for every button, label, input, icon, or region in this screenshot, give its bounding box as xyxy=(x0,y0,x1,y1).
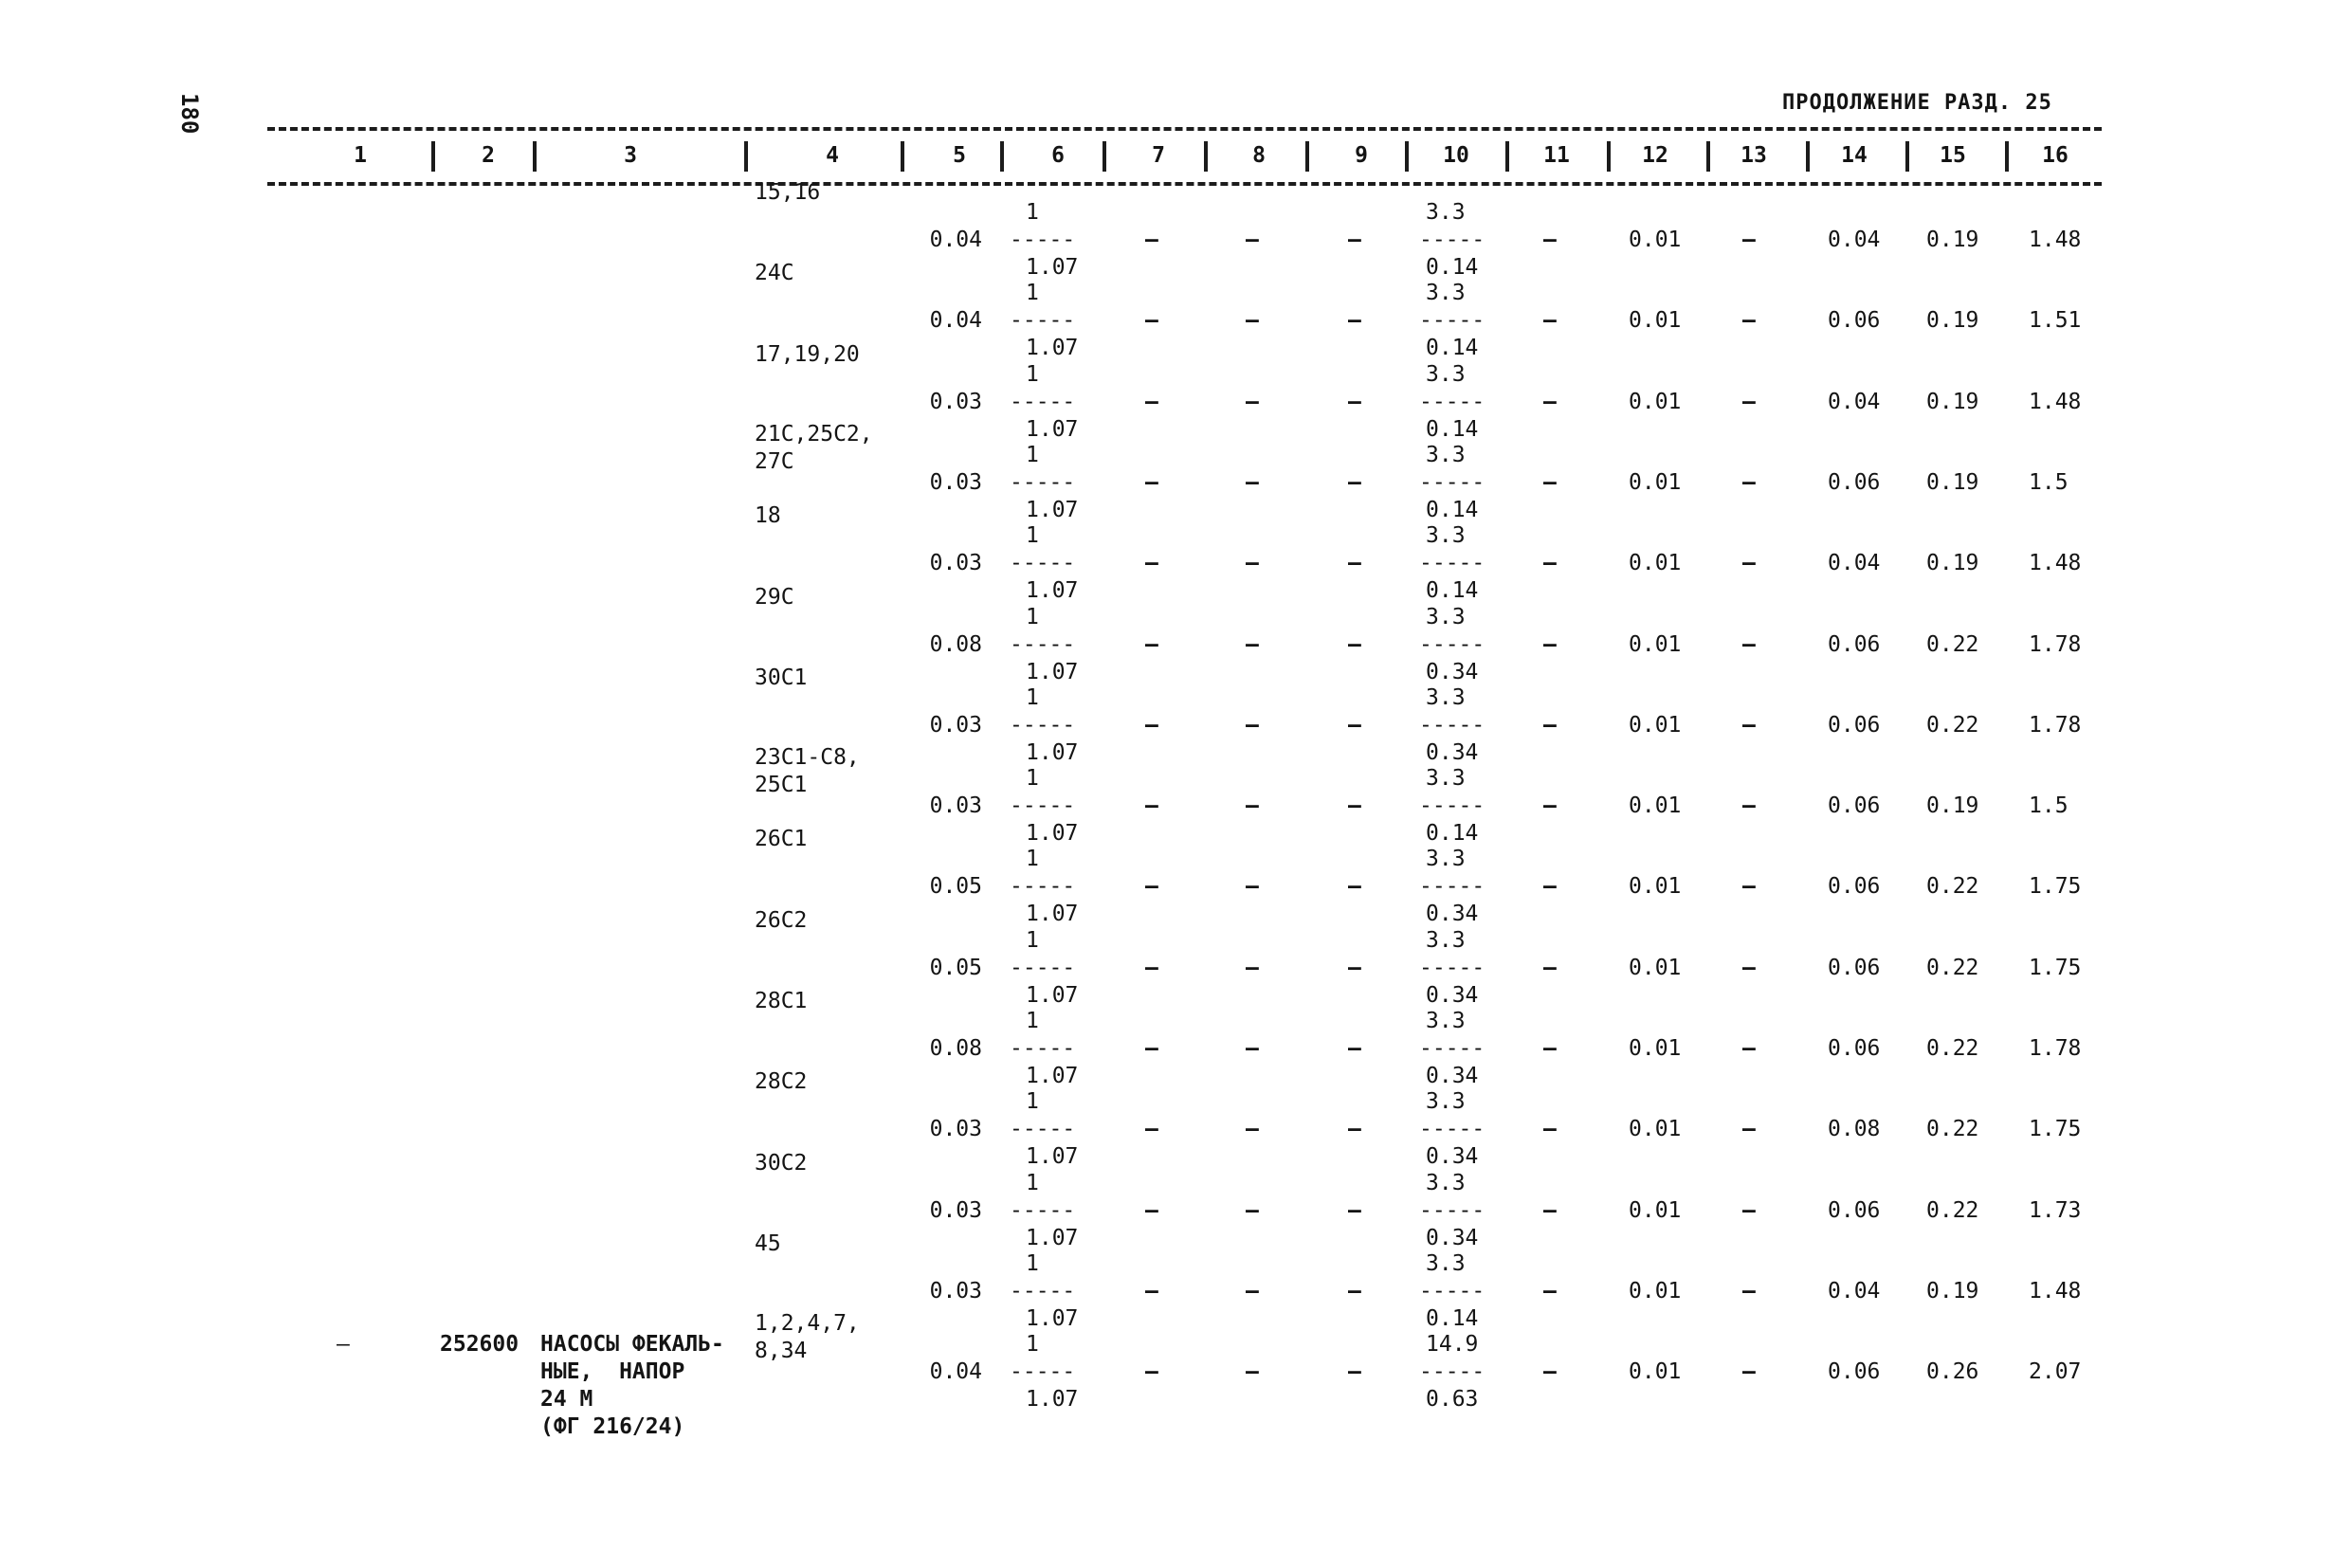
cell-col15: 0.22 xyxy=(1926,712,1979,738)
col6-numerator: 1 xyxy=(1026,1009,1039,1033)
col10-denominator: 0.14 xyxy=(1426,255,1479,280)
col10-numerator: 3.3 xyxy=(1426,523,1466,549)
col10-fraction-bar: ----- xyxy=(1419,551,1485,576)
column-header-8: 8 xyxy=(1252,143,1266,168)
col10-denominator: 0.14 xyxy=(1426,497,1479,522)
empty-cell-dash: – xyxy=(1246,1278,1259,1304)
cell-col15: 0.22 xyxy=(1926,1117,1979,1142)
cell-col12: 0.01 xyxy=(1629,389,1682,414)
cell-col15: 0.19 xyxy=(1926,228,1979,252)
cell-col5: 0.03 xyxy=(929,793,982,819)
cell-col12: 0.01 xyxy=(1629,631,1682,657)
col10-numerator: 3.3 xyxy=(1426,927,1466,953)
empty-cell-dash: – xyxy=(1543,1278,1557,1304)
col6-numerator: 1 xyxy=(1026,1332,1039,1358)
model-list-line: 26С2 xyxy=(755,907,808,933)
column-header-7: 7 xyxy=(1152,143,1165,168)
model-list-line: 8,34 xyxy=(755,1339,808,1364)
empty-cell-dash: – xyxy=(1348,712,1361,738)
cell-col14: 0.06 xyxy=(1828,1036,1881,1061)
col10-fraction-bar: ----- xyxy=(1419,228,1485,252)
empty-cell-dash: – xyxy=(1742,1278,1756,1304)
cell-col5: 0.03 xyxy=(929,551,982,576)
col6-fraction-bar: ----- xyxy=(1010,1197,1076,1223)
empty-cell-dash: – xyxy=(1348,469,1361,495)
column-header-16: 16 xyxy=(2042,143,2069,168)
col10-numerator: 3.3 xyxy=(1426,200,1466,225)
cell-col16: 1.48 xyxy=(2029,389,2082,414)
col6-fraction-bar: ----- xyxy=(1010,874,1076,900)
empty-cell-dash: – xyxy=(1246,631,1259,657)
empty-cell-dash: – xyxy=(1742,793,1756,819)
model-list-line: 1,2,4,7, xyxy=(755,1311,860,1337)
col6-denominator: 1.07 xyxy=(1026,902,1079,927)
column-header-12: 12 xyxy=(1642,143,1668,168)
empty-cell-dash: – xyxy=(1742,874,1756,900)
column-divider xyxy=(744,141,748,172)
col10-fraction-bar: ----- xyxy=(1419,1036,1485,1061)
empty-cell-dash: – xyxy=(1246,1117,1259,1142)
col6-fraction-bar: ----- xyxy=(1010,308,1076,334)
cell-col14: 0.06 xyxy=(1828,955,1881,980)
empty-cell-dash: – xyxy=(1246,469,1259,495)
cell-col14: 0.04 xyxy=(1828,1278,1881,1304)
col6-fraction-bar: ----- xyxy=(1010,712,1076,738)
col10-denominator: 0.34 xyxy=(1426,1064,1479,1088)
cell-col15: 0.22 xyxy=(1926,1036,1979,1061)
model-list-line: 25С1 xyxy=(755,773,808,798)
cell-col14: 0.06 xyxy=(1828,631,1881,657)
column-header-3: 3 xyxy=(624,143,637,168)
cell-col16: 1.75 xyxy=(2029,874,2082,900)
col10-fraction-bar: ----- xyxy=(1419,1117,1485,1142)
cell-col5: 0.03 xyxy=(929,389,982,414)
empty-cell-dash: – xyxy=(1742,631,1756,657)
empty-cell-dash: – xyxy=(1742,389,1756,414)
column-divider xyxy=(533,141,537,172)
empty-cell-dash: – xyxy=(1742,551,1756,576)
col6-fraction-bar: ----- xyxy=(1010,631,1076,657)
product-name-line: НАСОСЫ ФЕКАЛЬ- xyxy=(540,1332,724,1358)
empty-cell-dash: – xyxy=(1145,308,1158,334)
cell-col12: 0.01 xyxy=(1629,469,1682,495)
cell-col1: – xyxy=(337,1332,350,1358)
cell-col14: 0.08 xyxy=(1828,1117,1881,1142)
model-list-line: 28С2 xyxy=(755,1069,808,1095)
col10-denominator: 0.14 xyxy=(1426,1305,1479,1331)
column-divider xyxy=(431,141,435,172)
col6-fraction-bar: ----- xyxy=(1010,1117,1076,1142)
empty-cell-dash: – xyxy=(1543,1197,1557,1223)
col6-numerator: 1 xyxy=(1026,927,1039,953)
col10-denominator: 0.34 xyxy=(1426,659,1479,684)
empty-cell-dash: – xyxy=(1348,228,1361,252)
col10-fraction-bar: ----- xyxy=(1419,631,1485,657)
empty-cell-dash: – xyxy=(1543,1036,1557,1061)
empty-cell-dash: – xyxy=(1246,1359,1259,1385)
cell-col16: 1.48 xyxy=(2029,228,2082,252)
cell-col12: 0.01 xyxy=(1629,1359,1682,1385)
column-divider xyxy=(1706,141,1710,172)
cell-col15: 0.19 xyxy=(1926,551,1979,576)
page-number: 180 xyxy=(176,93,203,135)
col6-numerator: 1 xyxy=(1026,1089,1039,1115)
col10-numerator: 3.3 xyxy=(1426,847,1466,872)
header-bottom-rule xyxy=(267,182,2102,186)
empty-cell-dash: – xyxy=(1742,712,1756,738)
model-list-line: 28С1 xyxy=(755,989,808,1013)
empty-cell-dash: – xyxy=(1145,228,1158,252)
empty-cell-dash: – xyxy=(1246,712,1259,738)
col10-numerator: 3.3 xyxy=(1426,1250,1466,1276)
col6-denominator: 1.07 xyxy=(1026,497,1079,522)
empty-cell-dash: – xyxy=(1543,1359,1557,1385)
col6-denominator: 1.07 xyxy=(1026,578,1079,604)
product-name-line: (ФГ 216/24) xyxy=(540,1414,685,1440)
empty-cell-dash: – xyxy=(1145,469,1158,495)
col6-fraction-bar: ----- xyxy=(1010,1359,1076,1385)
empty-cell-dash: – xyxy=(1348,631,1361,657)
cell-col15: 0.22 xyxy=(1926,1197,1979,1223)
column-header-4: 4 xyxy=(826,143,839,168)
empty-cell-dash: – xyxy=(1145,551,1158,576)
column-header-5: 5 xyxy=(953,143,966,168)
cell-col16: 1.48 xyxy=(2029,551,2082,576)
col6-fraction-bar: ----- xyxy=(1010,793,1076,819)
col6-denominator: 1.07 xyxy=(1026,1144,1079,1170)
model-list-line: 24С xyxy=(755,261,794,286)
product-code: 252600 xyxy=(440,1332,519,1358)
empty-cell-dash: – xyxy=(1543,874,1557,900)
col10-numerator: 3.3 xyxy=(1426,604,1466,629)
model-list-line: 30С1 xyxy=(755,665,808,690)
col10-fraction-bar: ----- xyxy=(1419,469,1485,495)
section-title: ПРОДОЛЖЕНИЕ РАЗД. 25 xyxy=(1782,91,2052,115)
empty-cell-dash: – xyxy=(1543,389,1557,414)
col10-denominator: 0.14 xyxy=(1426,821,1479,847)
cell-col15: 0.22 xyxy=(1926,874,1979,900)
col10-numerator: 3.3 xyxy=(1426,361,1466,387)
empty-cell-dash: – xyxy=(1145,874,1158,900)
cell-col14: 0.06 xyxy=(1828,793,1881,819)
cell-col5: 0.03 xyxy=(929,1117,982,1142)
empty-cell-dash: – xyxy=(1742,1359,1756,1385)
empty-cell-dash: – xyxy=(1145,955,1158,980)
empty-cell-dash: – xyxy=(1145,712,1158,738)
cell-col16: 1.78 xyxy=(2029,631,2082,657)
empty-cell-dash: – xyxy=(1543,228,1557,252)
col10-fraction-bar: ----- xyxy=(1419,712,1485,738)
column-divider xyxy=(1505,141,1509,172)
column-divider xyxy=(1103,141,1106,172)
column-header-9: 9 xyxy=(1355,143,1368,168)
column-divider xyxy=(2005,141,2009,172)
empty-cell-dash: – xyxy=(1742,1117,1756,1142)
empty-cell-dash: – xyxy=(1348,1278,1361,1304)
cell-col15: 0.19 xyxy=(1926,793,1979,819)
col10-fraction-bar: ----- xyxy=(1419,389,1485,414)
column-divider xyxy=(1607,141,1611,172)
empty-cell-dash: – xyxy=(1145,631,1158,657)
column-divider xyxy=(1405,141,1409,172)
col6-numerator: 1 xyxy=(1026,361,1039,387)
cell-col12: 0.01 xyxy=(1629,1197,1682,1223)
col10-denominator: 0.34 xyxy=(1426,1225,1479,1250)
cell-col16: 1.5 xyxy=(2029,793,2069,819)
cell-col12: 0.01 xyxy=(1629,1117,1682,1142)
cell-col5: 0.04 xyxy=(929,1359,982,1385)
empty-cell-dash: – xyxy=(1348,793,1361,819)
col6-fraction-bar: ----- xyxy=(1010,1036,1076,1061)
col6-numerator: 1 xyxy=(1026,847,1039,872)
empty-cell-dash: – xyxy=(1348,389,1361,414)
model-list-line: 29С xyxy=(755,584,794,610)
col6-numerator: 1 xyxy=(1026,442,1039,467)
cell-col12: 0.01 xyxy=(1629,955,1682,980)
empty-cell-dash: – xyxy=(1543,712,1557,738)
cell-col16: 1.78 xyxy=(2029,1036,2082,1061)
cell-col12: 0.01 xyxy=(1629,308,1682,334)
cell-col16: 1.75 xyxy=(2029,1117,2082,1142)
column-divider xyxy=(1204,141,1208,172)
cell-col15: 0.22 xyxy=(1926,955,1979,980)
model-list-line: 21С,25С2, xyxy=(755,421,873,447)
cell-col5: 0.03 xyxy=(929,712,982,738)
empty-cell-dash: – xyxy=(1543,1117,1557,1142)
cell-col5: 0.04 xyxy=(929,228,982,252)
empty-cell-dash: – xyxy=(1145,389,1158,414)
cell-col5: 0.03 xyxy=(929,1278,982,1304)
column-header-11: 11 xyxy=(1543,143,1570,168)
empty-cell-dash: – xyxy=(1348,874,1361,900)
col6-numerator: 1 xyxy=(1026,604,1039,629)
cell-col12: 0.01 xyxy=(1629,228,1682,252)
col6-fraction-bar: ----- xyxy=(1010,389,1076,414)
empty-cell-dash: – xyxy=(1543,469,1557,495)
col10-numerator: 3.3 xyxy=(1426,766,1466,792)
cell-col15: 0.26 xyxy=(1926,1359,1979,1385)
empty-cell-dash: – xyxy=(1246,1197,1259,1223)
empty-cell-dash: – xyxy=(1742,1197,1756,1223)
empty-cell-dash: – xyxy=(1246,793,1259,819)
empty-cell-dash: – xyxy=(1246,551,1259,576)
col6-denominator: 1.07 xyxy=(1026,659,1079,684)
col6-denominator: 1.07 xyxy=(1026,1225,1079,1250)
col10-fraction-bar: ----- xyxy=(1419,955,1485,980)
col10-denominator: 0.14 xyxy=(1426,416,1479,442)
empty-cell-dash: – xyxy=(1348,955,1361,980)
cell-col16: 1.48 xyxy=(2029,1278,2082,1304)
column-divider xyxy=(1806,141,1810,172)
col10-numerator: 3.3 xyxy=(1426,442,1466,467)
product-name-line: 24 М xyxy=(540,1387,593,1413)
column-header-1: 1 xyxy=(354,143,367,168)
empty-cell-dash: – xyxy=(1145,1117,1158,1142)
model-list-line: 26С1 xyxy=(755,827,808,852)
cell-col14: 0.06 xyxy=(1828,1359,1881,1385)
col10-numerator: 3.3 xyxy=(1426,1089,1466,1115)
cell-col14: 0.06 xyxy=(1828,712,1881,738)
empty-cell-dash: – xyxy=(1742,955,1756,980)
cell-col15: 0.19 xyxy=(1926,469,1979,495)
empty-cell-dash: – xyxy=(1543,631,1557,657)
col10-denominator: 0.14 xyxy=(1426,578,1479,604)
cell-col14: 0.06 xyxy=(1828,874,1881,900)
column-divider xyxy=(901,141,904,172)
empty-cell-dash: – xyxy=(1145,1359,1158,1385)
col10-numerator: 3.3 xyxy=(1426,1170,1466,1195)
empty-cell-dash: – xyxy=(1246,308,1259,334)
cell-col16: 1.75 xyxy=(2029,955,2082,980)
col10-fraction-bar: ----- xyxy=(1419,874,1485,900)
col6-numerator: 1 xyxy=(1026,1250,1039,1276)
column-header-15: 15 xyxy=(1940,143,1966,168)
empty-cell-dash: – xyxy=(1246,1036,1259,1061)
column-header-6: 6 xyxy=(1051,143,1065,168)
col6-denominator: 1.07 xyxy=(1026,1387,1079,1413)
empty-cell-dash: – xyxy=(1145,1278,1158,1304)
empty-cell-dash: – xyxy=(1348,1197,1361,1223)
col6-numerator: 1 xyxy=(1026,766,1039,792)
cell-col15: 0.19 xyxy=(1926,389,1979,414)
cell-col14: 0.04 xyxy=(1828,389,1881,414)
col6-numerator: 1 xyxy=(1026,200,1039,225)
col10-numerator: 3.3 xyxy=(1426,281,1466,306)
cell-col16: 1.78 xyxy=(2029,712,2082,738)
cell-col5: 0.03 xyxy=(929,1197,982,1223)
col10-denominator: 0.63 xyxy=(1426,1387,1479,1413)
col6-fraction-bar: ----- xyxy=(1010,1278,1076,1304)
cell-col16: 1.51 xyxy=(2029,308,2082,334)
column-header-14: 14 xyxy=(1841,143,1868,168)
cell-col5: 0.08 xyxy=(929,1036,982,1061)
empty-cell-dash: – xyxy=(1742,228,1756,252)
cell-col14: 0.06 xyxy=(1828,1197,1881,1223)
empty-cell-dash: – xyxy=(1543,793,1557,819)
col10-denominator: 0.34 xyxy=(1426,982,1479,1008)
empty-cell-dash: – xyxy=(1145,793,1158,819)
col6-numerator: 1 xyxy=(1026,281,1039,306)
col6-denominator: 1.07 xyxy=(1026,1064,1079,1088)
col10-fraction-bar: ----- xyxy=(1419,1359,1485,1385)
column-header-10: 10 xyxy=(1443,143,1469,168)
empty-cell-dash: – xyxy=(1246,228,1259,252)
column-divider xyxy=(1905,141,1909,172)
cell-col12: 0.01 xyxy=(1629,1036,1682,1061)
cell-col15: 0.19 xyxy=(1926,1278,1979,1304)
cell-col5: 0.04 xyxy=(929,308,982,334)
cell-col14: 0.06 xyxy=(1828,308,1881,334)
empty-cell-dash: – xyxy=(1742,308,1756,334)
col10-fraction-bar: ----- xyxy=(1419,1197,1485,1223)
col6-denominator: 1.07 xyxy=(1026,739,1079,765)
cell-col5: 0.08 xyxy=(929,631,982,657)
empty-cell-dash: – xyxy=(1543,551,1557,576)
col6-denominator: 1.07 xyxy=(1026,982,1079,1008)
model-list-line: 45 xyxy=(755,1231,781,1256)
col10-fraction-bar: ----- xyxy=(1419,308,1485,334)
empty-cell-dash: – xyxy=(1543,308,1557,334)
cell-col14: 0.04 xyxy=(1828,551,1881,576)
empty-cell-dash: – xyxy=(1348,1359,1361,1385)
model-list-line: 17,19,20 xyxy=(755,341,860,367)
empty-cell-dash: – xyxy=(1348,551,1361,576)
col10-numerator: 3.3 xyxy=(1426,684,1466,710)
empty-cell-dash: – xyxy=(1145,1036,1158,1061)
model-list-line: 27С xyxy=(755,448,794,474)
col6-numerator: 1 xyxy=(1026,1170,1039,1195)
col10-fraction-bar: ----- xyxy=(1419,1278,1485,1304)
empty-cell-dash: – xyxy=(1145,1197,1158,1223)
empty-cell-dash: – xyxy=(1543,955,1557,980)
cell-col16: 1.5 xyxy=(2029,469,2069,495)
model-list-line: 15,16 xyxy=(755,180,821,205)
header-top-rule xyxy=(267,127,2102,131)
col10-fraction-bar: ----- xyxy=(1419,793,1485,819)
empty-cell-dash: – xyxy=(1246,389,1259,414)
empty-cell-dash: – xyxy=(1742,469,1756,495)
empty-cell-dash: – xyxy=(1348,1117,1361,1142)
model-list-line: 30С2 xyxy=(755,1150,808,1176)
col6-denominator: 1.07 xyxy=(1026,255,1079,280)
cell-col12: 0.01 xyxy=(1629,793,1682,819)
col10-numerator: 3.3 xyxy=(1426,1009,1466,1033)
empty-cell-dash: – xyxy=(1348,308,1361,334)
col10-denominator: 0.14 xyxy=(1426,336,1479,361)
col6-numerator: 1 xyxy=(1026,684,1039,710)
col10-denominator: 0.34 xyxy=(1426,739,1479,765)
cell-col12: 0.01 xyxy=(1629,1278,1682,1304)
col6-denominator: 1.07 xyxy=(1026,336,1079,361)
cell-col15: 0.19 xyxy=(1926,308,1979,334)
cell-col5: 0.05 xyxy=(929,955,982,980)
cell-col14: 0.04 xyxy=(1828,228,1881,252)
col6-denominator: 1.07 xyxy=(1026,416,1079,442)
col10-denominator: 0.34 xyxy=(1426,902,1479,927)
cell-col5: 0.05 xyxy=(929,874,982,900)
empty-cell-dash: – xyxy=(1742,1036,1756,1061)
cell-col16: 2.07 xyxy=(2029,1359,2082,1385)
cell-col15: 0.22 xyxy=(1926,631,1979,657)
col6-fraction-bar: ----- xyxy=(1010,469,1076,495)
model-list-line: 18 xyxy=(755,503,781,529)
col6-denominator: 1.07 xyxy=(1026,821,1079,847)
col10-denominator: 0.34 xyxy=(1426,1144,1479,1170)
empty-cell-dash: – xyxy=(1246,874,1259,900)
column-header-13: 13 xyxy=(1740,143,1767,168)
cell-col16: 1.73 xyxy=(2029,1197,2082,1223)
col10-numerator: 14.9 xyxy=(1426,1332,1479,1358)
col6-fraction-bar: ----- xyxy=(1010,955,1076,980)
col6-fraction-bar: ----- xyxy=(1010,551,1076,576)
column-divider xyxy=(1000,141,1004,172)
column-header-2: 2 xyxy=(482,143,495,168)
cell-col12: 0.01 xyxy=(1629,712,1682,738)
model-list-line: 23С1-С8, xyxy=(755,745,860,771)
cell-col12: 0.01 xyxy=(1629,874,1682,900)
column-divider xyxy=(1305,141,1309,172)
col6-fraction-bar: ----- xyxy=(1010,228,1076,252)
product-name-line: НЫЕ, НАПОР xyxy=(540,1359,685,1385)
empty-cell-dash: – xyxy=(1246,955,1259,980)
cell-col14: 0.06 xyxy=(1828,469,1881,495)
col6-denominator: 1.07 xyxy=(1026,1305,1079,1331)
cell-col12: 0.01 xyxy=(1629,551,1682,576)
col6-numerator: 1 xyxy=(1026,523,1039,549)
cell-col5: 0.03 xyxy=(929,469,982,495)
empty-cell-dash: – xyxy=(1348,1036,1361,1061)
